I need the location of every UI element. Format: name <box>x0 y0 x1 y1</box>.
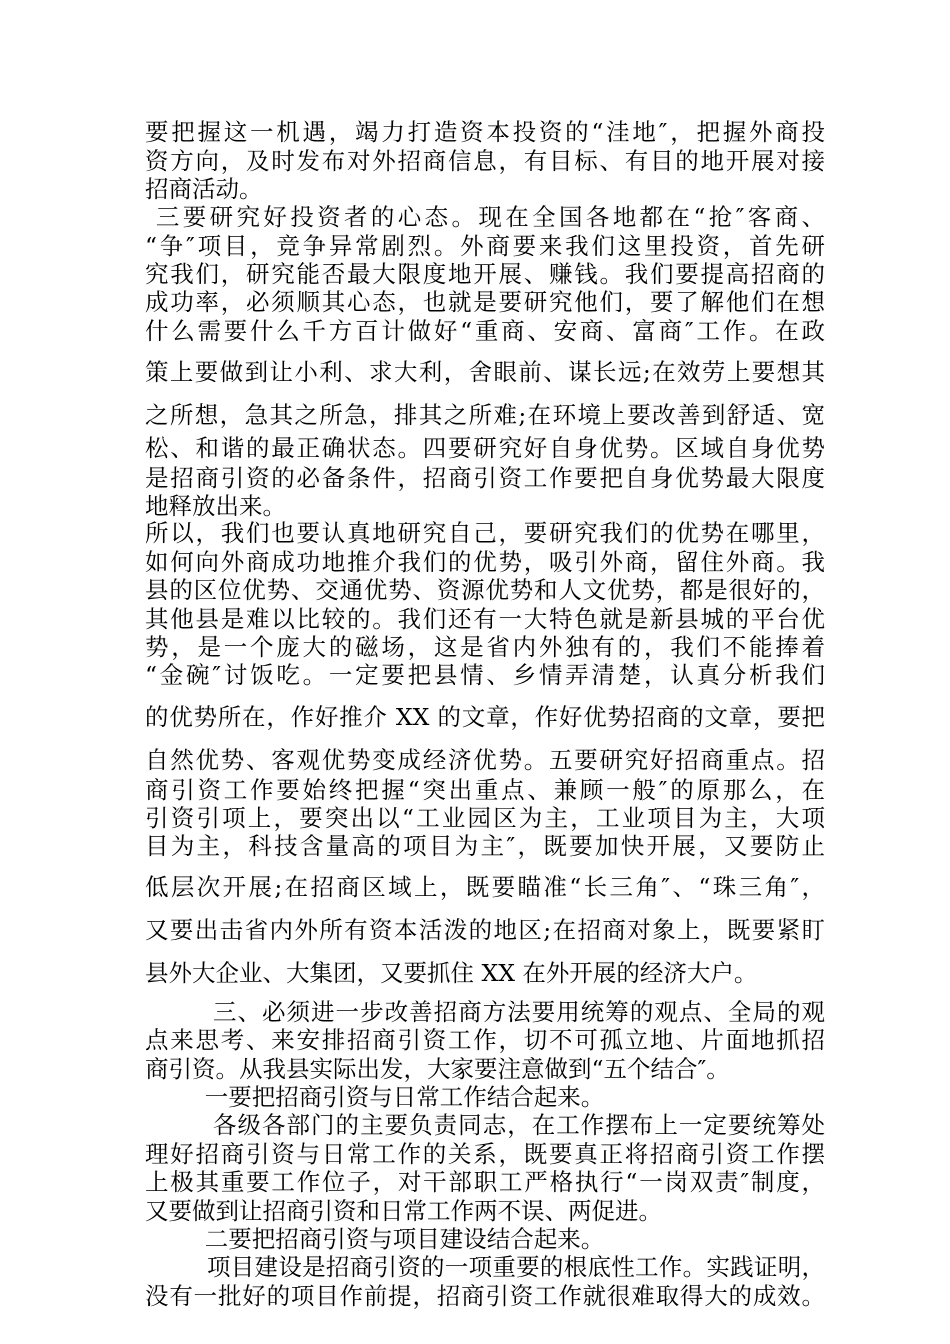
text-line: 势，是一个庞大的磁场，这是省内外独有的，我们不能捧着 <box>145 633 825 661</box>
text-line: 二要把招商引资与项目建设结合起来。 <box>145 1225 605 1253</box>
text-line: 三要研究好投资者的心态。现在全国各地都在“抢″客商、 <box>145 203 825 231</box>
text-line: 理好招商引资与日常工作的关系，既要真正将招商引资工作摆 <box>145 1140 825 1168</box>
text-line: 商引资工作要始终把握“突出重点、兼顾一般″的原那么，在 <box>145 776 825 804</box>
text-line: 其他县是难以比较的。我们还有一大特色就是新县城的平台优 <box>145 605 825 633</box>
text-line: 究我们，研究能否最大限度地开展、赚钱。我们要提高招商的 <box>145 260 825 288</box>
text-line: 要把握这一机遇，竭力打造资本投资的“洼地″，把握外商投 <box>145 118 825 146</box>
text-line: 各级各部门的主要负责同志，在工作摆布上一定要统筹处 <box>145 1111 825 1139</box>
text-line: 是招商引资的必备条件，招商引资工作要把自身优势最大限度 <box>145 464 825 492</box>
text-line: 一要把招商引资与日常工作结合起来。 <box>145 1083 605 1111</box>
text-line: 成功率，必须顺其心态，也就是要研究他们，要了解他们在想 <box>145 288 825 316</box>
text-line: 自然优势、客观优势变成经济优势。五要研究好招商重点。招 <box>145 746 825 774</box>
text-line: 目为主，科技含量高的项目为主″，既要加快开展，又要防止 <box>145 832 825 860</box>
text-line: 项目建设是招商引资的一项重要的根底性工作。实践证明， <box>145 1253 825 1281</box>
text-line: 县的区位优势、交通优势、资源优势和人文优势，都是很好的， <box>145 576 825 604</box>
text-line: 点来思考、来安排招商引资工作，切不可孤立地、片面地抓招 <box>145 1026 825 1054</box>
text-line: 如何向外商成功地推介我们的优势，吸引外商，留住外商。我 <box>145 548 825 576</box>
text-line: 什么需要什么千方百计做好“重商、安商、富商″工作。在政 <box>145 317 825 345</box>
text-line: 招商活动。 <box>145 175 263 203</box>
text-line: “金碗″讨饭吃。一定要把县情、乡情弄清楚，认真分析我们 <box>145 661 825 689</box>
text-line: 又要做到让招商引资和日常工作两不误、两促进。 <box>145 1197 662 1225</box>
text-line: 之所想，急其之所急，排其之所难;在环境上要改善到舒适、宽 <box>145 401 825 429</box>
text-line: “争″项目，竞争异常剧烈。外商要来我们这里投资，首先研 <box>145 232 825 260</box>
text-line: 低层次开展;在招商区域上，既要瞄准“长三角″、“珠三角″， <box>145 873 825 901</box>
text-line: 所以，我们也要认真地研究自己，要研究我们的优势在哪里， <box>145 519 825 547</box>
text-line: 商引资。从我县实际出发，大家要注意做到“五个结合″。 <box>145 1055 730 1083</box>
text-line: 上极其重要工作位子，对干部职工严格执行“一岗双责″制度， <box>145 1168 825 1196</box>
text-line: 没有一批好的项目作前提，招商引资工作就很难取得大的成效。 <box>145 1282 825 1310</box>
text-line: 松、和谐的最正确状态。四要研究好自身优势。区域自身优势 <box>145 434 825 462</box>
text-line: 地释放出来。 <box>145 492 286 520</box>
text-line: 策上要做到让小利、求大利，舍眼前、谋长远;在效劳上要想其 <box>145 358 825 386</box>
text-line: 县外大企业、大集团，又要抓住 XX 在外开展的经济大户。 <box>145 959 758 987</box>
text-line: 又要出击省内外所有资本活泼的地区;在招商对象上，既要紧盯 <box>145 916 825 944</box>
text-line: 引资引项上，要突出以“工业园区为主，工业项目为主，大项 <box>145 804 825 832</box>
text-line: 的优势所在，作好推介 XX 的文章，作好优势招商的文章，要把 <box>145 703 825 731</box>
text-line: 资方向，及时发布对外招商信息，有目标、有目的地开展对接 <box>145 147 825 175</box>
text-line: 三、必须进一步改善招商方法要用统筹的观点、全局的观 <box>145 998 825 1026</box>
